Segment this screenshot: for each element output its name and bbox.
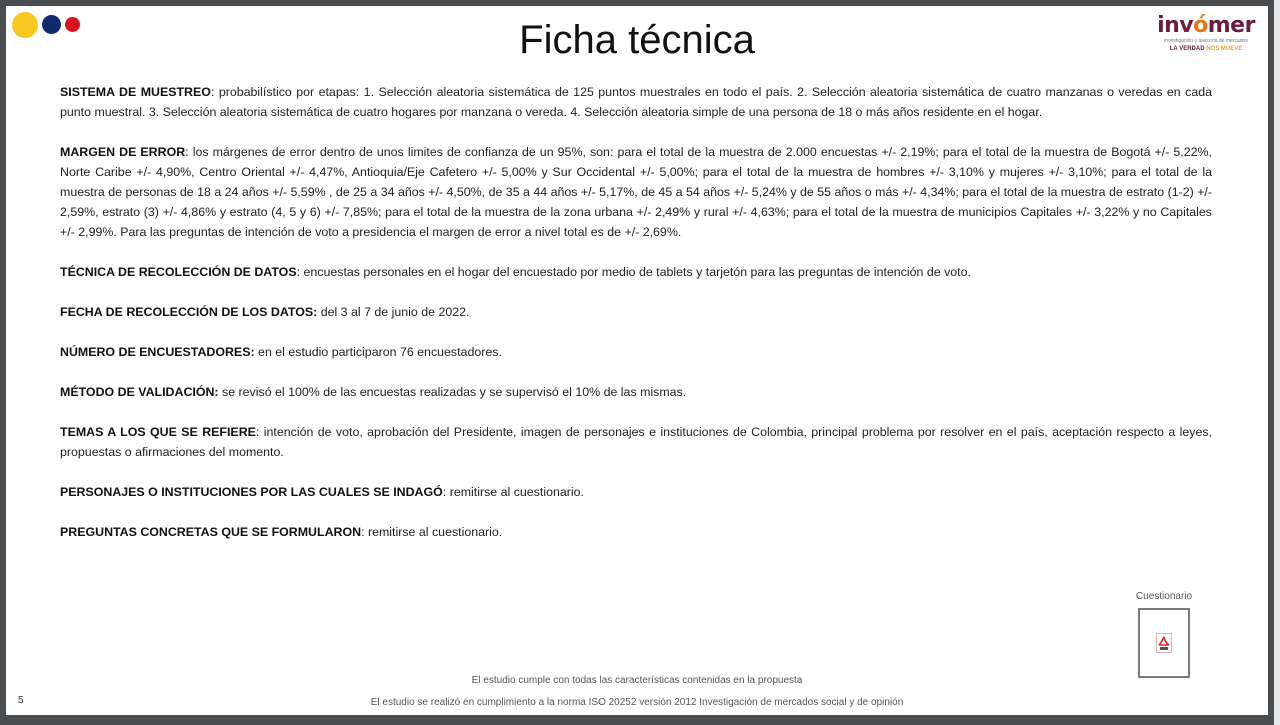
section-temas: [60, 422, 1212, 462]
separator: :: [361, 525, 368, 539]
technical-sheet-body: [60, 82, 1212, 562]
section-label: TÉCNICA DE RECOLECCIÓN DE DATOS: [60, 265, 297, 279]
section-label: TEMAS A LOS QUE SE REFIERE: [60, 425, 256, 439]
section-label: FECHA DE RECOLECCIÓN DE LOS DATOS:: [60, 305, 318, 319]
section-text: encuestas personales en el hogar del encuestado por medio de tablets y tarjetón para las preguntas de intención de voto.: [303, 265, 971, 279]
section-label: NÚMERO DE ENCUESTADORES:: [60, 345, 255, 359]
section-label: SISTEMA DE MUESTREO: [60, 85, 211, 99]
pdf-file-icon: [1156, 633, 1172, 653]
section-sistema-muestreo: [60, 82, 1212, 122]
section-preguntas: [60, 522, 1212, 542]
logo-wordmark: [1154, 14, 1258, 38]
section-label: MARGEN DE ERROR: [60, 145, 186, 159]
attachment-file[interactable]: [1138, 608, 1190, 678]
section-personajes: [60, 482, 1212, 502]
section-numero-encuestadores: [60, 342, 1212, 362]
section-text: del 3 al 7 de junio de 2022.: [320, 305, 470, 319]
section-text: probabilístico por etapas: 1. Selección aleatoria sistemática de 125 puntos muestrales en todo el país. 2. Selección aleatoria sistemática de cuatro manzanas o veredas en cada punto muestral. 3. Selección aleatoria sistemática de cuatro hogares por manzana o vereda. 4. Selección aleatoria simple de una persona de 18 o más años residente en el hogar.: [60, 85, 1213, 119]
logo-tagline-b: NOS MUEVE: [1206, 46, 1243, 52]
section-metodo-validacion: [60, 382, 1212, 402]
separator: :: [185, 145, 193, 159]
page-number: 5: [18, 695, 24, 706]
page-title: Ficha técnica: [519, 18, 755, 62]
section-tecnica-recoleccion: [60, 262, 1212, 282]
section-text: en el estudio participaron 76 encuestadores.: [258, 345, 502, 359]
logo-word-start: inv: [1157, 13, 1194, 38]
section-label: MÉTODO DE VALIDACIÓN:: [60, 385, 219, 399]
section-label: PERSONAJES O INSTITUCIONES POR LAS CUALES SE INDAGÓ: [60, 485, 443, 499]
separator: :: [210, 85, 219, 99]
separator: :: [296, 265, 304, 279]
footer-iso-note: El estudio se realizó en cumplimiento a la norma ISO 20252 versión 2012 Investigación de mercados social y de opinión: [370, 697, 904, 708]
logo-tagline-a: LA VERDAD: [1169, 46, 1205, 52]
logo-word-end: mer: [1207, 13, 1255, 38]
logo-subtitle: investigación y asesoría de mercados: [1164, 38, 1248, 44]
section-text: los márgenes de error dentro de unos limites de confianza de un 95%, son: para el total de la muestra de 2.000 encuestas +/- 2,19%; para el total de la muestra de Bogotá +/- 5,22%, Norte Caribe +/- 4,90%, Centro Oriental +/- 4,47%, Antioquia/Eje Cafetero +/- 5,00% y Sur Occidental +/- 5,00%; para el total de la muestra de hombres +/- 3,10% y mujeres +/- 3,10%; para el total de la muestra de personas de 18 a 24 años +/- 5,59% , de 25 a 34 años +/- 4,50%, de 35 a 44 años +/- 5,17%, de 45 a 54 años +/- 5,24% y de 55 años o más +/- 4,34%; para el total de la muestra de estrato (1-2) +/- 2,59%, estrato (3) +/- 4,86% y estrato (4, 5 y 6) +/- 7,85%; para el total de la muestra de la zona urbana +/- 2,49% y rural +/- 4,63%; para el total de la muestra de municipios Capitales +/- 3,22% y no Capitales +/- 2,99%. Para las preguntas de intención de voto a presidencia el margen de error a nivel total es de +/- 2,69%.: [60, 145, 1212, 239]
section-text: remitirse al cuestionario.: [367, 525, 503, 539]
logo-word-o: ó: [1193, 13, 1208, 38]
section-label: PREGUNTAS CONCRETAS QUE SE FORMULARON: [60, 525, 362, 539]
logo-tagline: [1154, 45, 1258, 53]
scrollbar[interactable]: [1274, 0, 1280, 725]
section-fecha-recoleccion: [60, 302, 1212, 322]
slide: [6, 6, 1268, 715]
section-text: se revisó el 100% de las encuestas realizadas y se supervisó el 10% de las mismas.: [222, 385, 687, 399]
separator: :: [442, 485, 450, 499]
invamer-logo: [1154, 14, 1258, 53]
questionnaire-attachment[interactable]: [1126, 591, 1202, 678]
footer-compliance-note: El estudio cumple con todas las características contenidas en la propuesta: [471, 675, 803, 686]
separator: :: [255, 425, 264, 439]
section-margen-error: [60, 142, 1212, 242]
section-text: remitirse al cuestionario.: [449, 485, 584, 499]
attachment-label: Cuestionario: [1135, 591, 1193, 602]
section-text: intención de voto, aprobación del Presidente, imagen de personajes e instituciones de Colombia, principal problema por resolver en el país, aceptación respecto a leyes, propuestas o afirmaciones del momento.: [60, 425, 1212, 459]
